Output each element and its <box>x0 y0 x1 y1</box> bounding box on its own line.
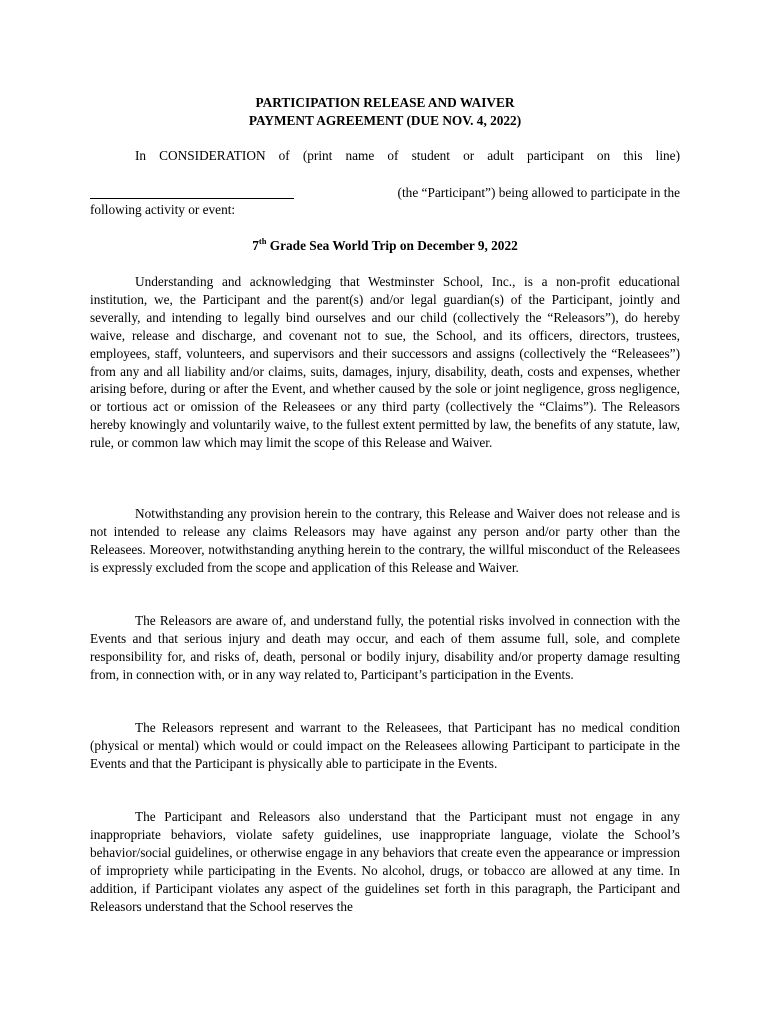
event-title <box>90 237 680 255</box>
participant-tail-text: (the “Participant”) being allowed to participate in the <box>397 185 680 200</box>
exclusion-paragraph: Notwithstanding any provision herein to the contrary, this Release and Waiver does not release and is not intended to release any claims Releasors may have against any person and/or party other than the Releasees. Moreover, notwithstanding anything herein to the contrary, the willful misconduct of the Releasees is expressly excluded from the scope and application of this Release and Waiver. <box>90 506 680 575</box>
risk-paragraph: The Releasors are aware of, and understand fully, the potential risks involved in connection with the Events and that serious injury and death may occur, and each of them assume full, sole, and complete responsibility for, and risks of, death, personal or bodily injury, disability and/or property damage resulting from, in connection with, or in any way related to, Participant’s participation in the Events. <box>90 613 680 682</box>
following-activity-line: following activity or event: <box>90 202 236 217</box>
event-prefix: 7 <box>252 238 259 253</box>
conduct-paragraph: The Participant and Releasors also understand that the Participant must not engage in any inappropriate behaviors, violate safety guidelines, use inappropriate language, violate the School’s behavior/social guidelines, or otherwise engage in any behaviors that create even the appearance or impression of impropriety while participating in the Events. No alcohol, drugs, or tobacco are allowed at any time. In addition, if Participant violates any aspect of the guidelines set forth in this paragraph, the Participant and Releasors understand that the School reserves the <box>90 809 680 914</box>
document-title: PARTICIPATION RELEASE AND WAIVER <box>255 95 515 110</box>
medical-paragraph: The Releasors represent and warrant to the Releasees, that Participant has no medical condition (physical or mental) which would or could impact on the Releasees allowing Participant to participate in the Events and that the Participant is physically able to participate in the Events. <box>90 720 680 771</box>
release-paragraph: Understanding and acknowledging that Westminster School, Inc., is a non-profit educational institution, we, the Participant and the parent(s) and/or legal guardian(s) of the Participant, jointly and severally, and intending to legally bind ourselves and our child (collectively the “Releasors”), do hereby waive, release and discharge, and covenant not to sue, the School, and its officers, directors, trustees, employees, staff, volunteers, and supervisors and their successors and assigns (collectively the “Releasees”) from any and all liability and/or claims, suits, damages, injury, disability, death, costs and expenses, whether arising before, during or after the Event, and whether caused by the sole or joint negligence, gross negligence, or tortious act or omission of the Releasees or any third party (collectively the “Claims”). The Releasors hereby knowingly and voluntarily waive, to the fullest extent permitted by law, the benefits of any statute, law, rule, or common law which may limit the scope of this Release and Waiver. <box>90 274 680 451</box>
event-superscript: th <box>258 235 267 246</box>
event-suffix: Grade Sea World Trip on December 9, 2022 <box>266 238 518 253</box>
participant-name-blank[interactable] <box>90 184 294 199</box>
consideration-line: In CONSIDERATION of (print name of student or adult participant on this line) <box>135 148 680 163</box>
participant-name-row <box>90 184 680 202</box>
document-subtitle: PAYMENT AGREEMENT (DUE NOV. 4, 2022) <box>248 113 522 128</box>
